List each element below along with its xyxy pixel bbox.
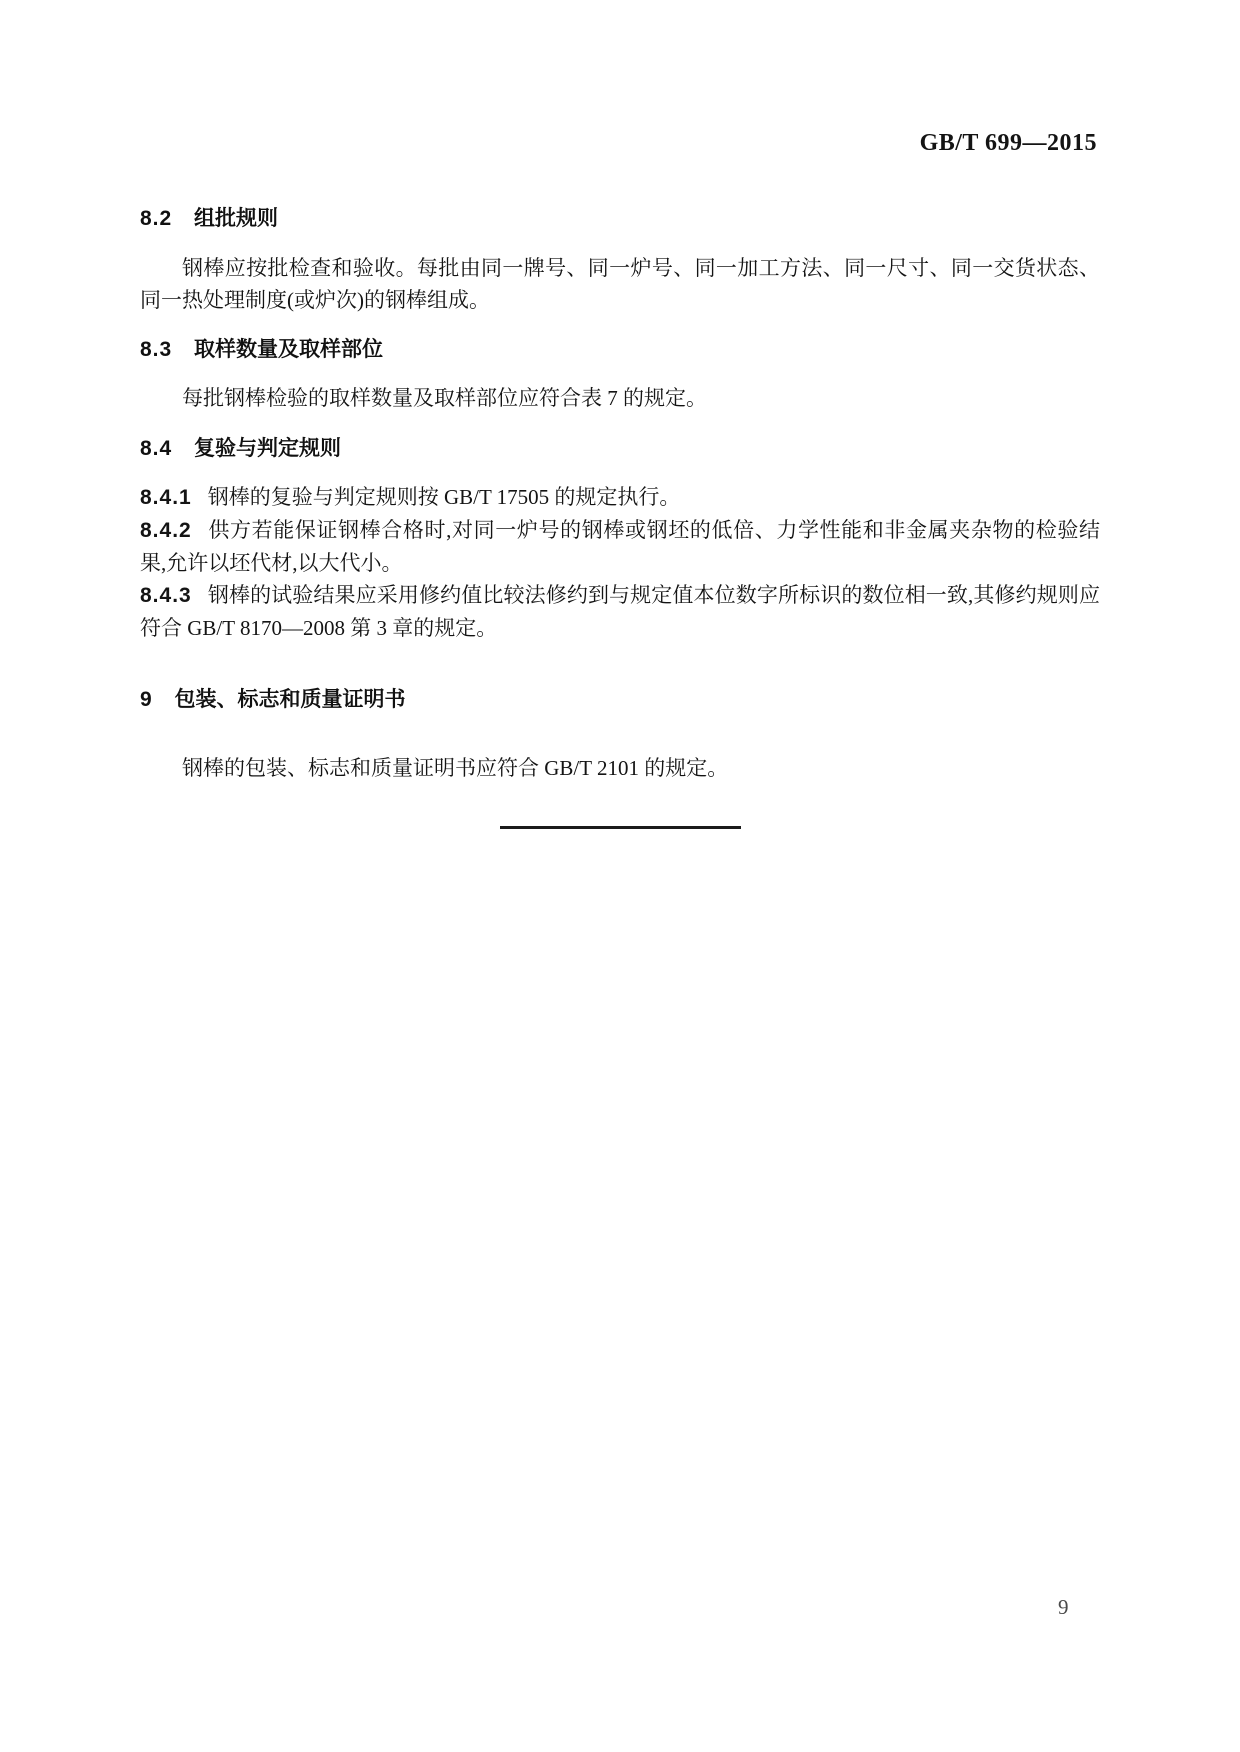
page-number: 9	[1058, 1595, 1069, 1619]
section-title-8-3: 取样数量及取样部位	[194, 338, 384, 361]
paragraph-8-2: 钢棒应按批检查和验收。每批由同一牌号、同一炉号、同一加工方法、同一尺寸、同一交货状态、同一热处理制度(或炉次)的钢棒组成。	[140, 256, 1100, 312]
document-content	[140, 0, 1100, 829]
subclause-8-4-2	[140, 514, 1100, 579]
section-number-9: 9	[140, 688, 153, 711]
section-heading-8-3	[140, 335, 1100, 365]
end-of-text-rule	[500, 826, 741, 829]
section-heading-8-4	[140, 434, 1100, 464]
section-title-9: 包装、标志和质量证明书	[174, 688, 406, 711]
subclause-number-8-4-2: 8.4.2	[140, 519, 192, 542]
section-heading-8-2	[140, 204, 1100, 234]
section-title-8-2: 组批规则	[194, 207, 279, 230]
section-heading-9	[140, 685, 1100, 715]
standard-number-header: GB/T 699—2015	[919, 130, 1097, 156]
subclause-8-4-1	[140, 481, 1100, 514]
section-number-8-2: 8.2	[140, 207, 173, 230]
paragraph-8-3: 每批钢棒检验的取样数量及取样部位应符合表 7 的规定。	[182, 386, 707, 410]
subclause-8-4-3	[140, 579, 1100, 644]
section-title-8-4: 复验与判定规则	[194, 437, 342, 460]
section-number-8-3: 8.3	[140, 338, 173, 361]
subclause-text-8-4-3: 钢棒的试验结果应采用修约值比较法修约到与规定值本位数字所标识的数位相一致,其修约规则应符合 GB/T 8170—2008 第 3 章的规定。	[140, 583, 1100, 640]
subclause-text-8-4-2: 供方若能保证钢棒合格时,对同一炉号的钢棒或钢坯的低倍、力学性能和非金属夹杂物的检验结果,允许以坯代材,以大代小。	[140, 518, 1100, 575]
section-number-8-4: 8.4	[140, 437, 173, 460]
paragraph-9: 钢棒的包装、标志和质量证明书应符合 GB/T 2101 的规定。	[182, 756, 729, 780]
subclause-text-8-4-1: 钢棒的复验与判定规则按 GB/T 17505 的规定执行。	[207, 485, 681, 509]
subclause-list-8-4	[140, 481, 1100, 644]
subclause-number-8-4-1: 8.4.1	[140, 486, 192, 509]
subclause-number-8-4-3: 8.4.3	[140, 584, 192, 607]
